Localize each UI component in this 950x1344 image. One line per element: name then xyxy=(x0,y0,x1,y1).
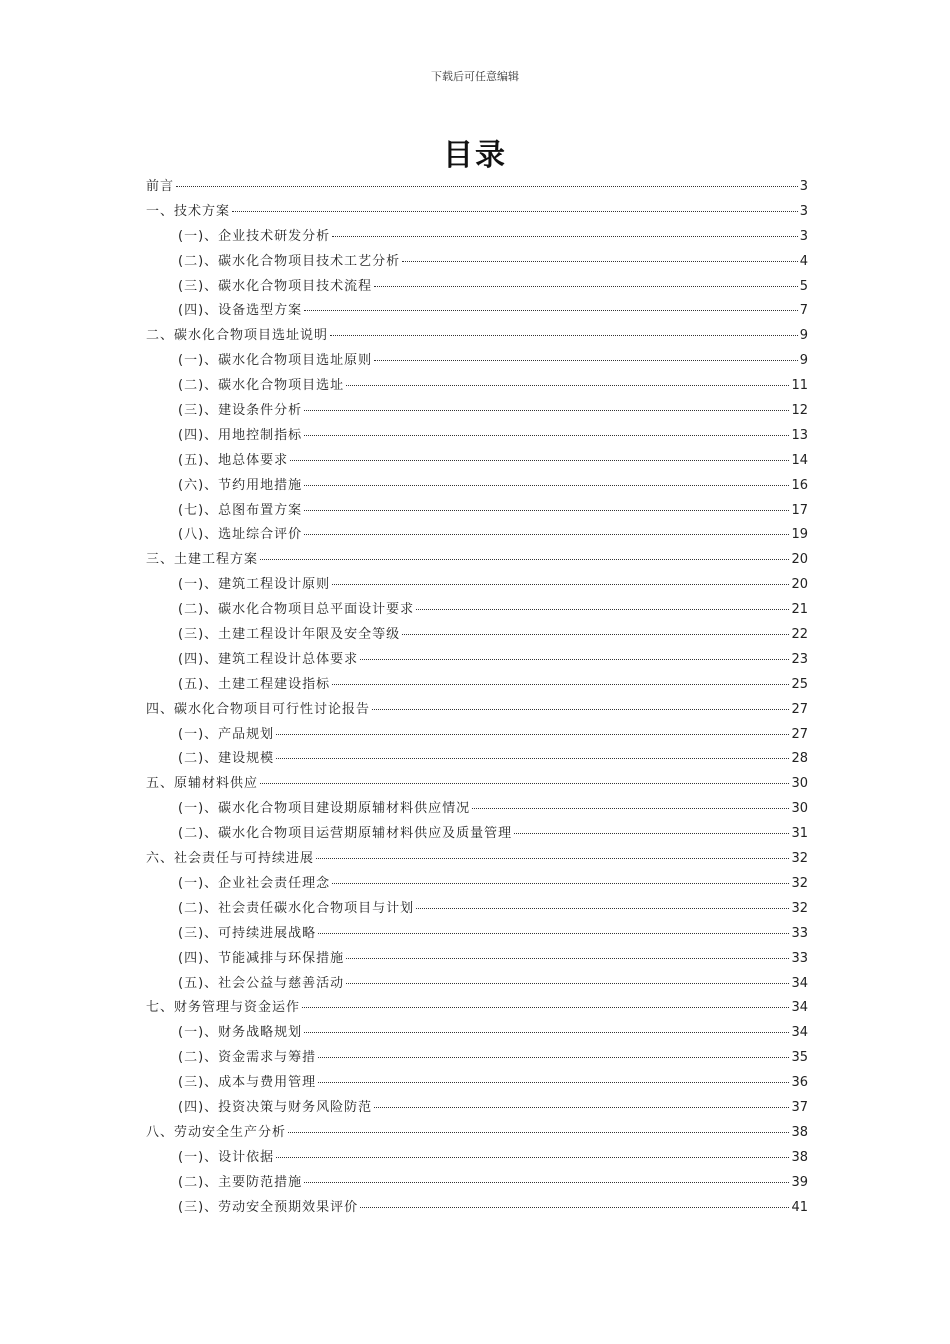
toc-entry-page-number: 19 xyxy=(791,527,808,543)
toc-dot-leader xyxy=(472,807,789,809)
toc-entry[interactable] xyxy=(146,897,808,922)
toc-entry[interactable] xyxy=(146,449,808,474)
toc-entry-page-number: 9 xyxy=(799,328,808,344)
toc-entry-label: (四)、用地控制指标 xyxy=(178,427,303,443)
toc-entry[interactable] xyxy=(146,175,808,200)
toc-entry-label: (三)、土建工程设计年限及安全等级 xyxy=(178,627,401,643)
toc-entry-page-number: 34 xyxy=(791,1000,808,1016)
toc-entry[interactable] xyxy=(146,772,808,797)
toc-entry-label: (二)、碳水化合物项目选址 xyxy=(178,378,345,394)
toc-dot-leader xyxy=(374,359,798,361)
toc-entry-label: (四)、投资决策与财务风险防范 xyxy=(178,1099,373,1115)
toc-dot-leader xyxy=(374,285,798,287)
toc-dot-leader xyxy=(318,1056,789,1058)
toc-entry-page-number: 3 xyxy=(799,203,808,219)
toc-entry-label: (五)、地总体要求 xyxy=(178,452,289,468)
toc-entry-label: (三)、碳水化合物项目技术流程 xyxy=(178,278,373,294)
toc-entry[interactable] xyxy=(146,972,808,997)
toc-entry[interactable] xyxy=(146,200,808,225)
toc-entry-page-number: 38 xyxy=(791,1149,808,1165)
toc-dot-leader xyxy=(288,1131,789,1133)
toc-entry-label: (四)、设备选型方案 xyxy=(178,303,303,319)
toc-entry[interactable] xyxy=(146,573,808,598)
toc-entry[interactable] xyxy=(146,623,808,648)
toc-dot-leader xyxy=(402,633,789,635)
toc-dot-leader xyxy=(302,1006,789,1008)
toc-dot-leader xyxy=(374,1106,789,1108)
toc-entry-page-number: 20 xyxy=(791,552,808,568)
toc-entry-label: (二)、碳水化合物项目技术工艺分析 xyxy=(178,253,401,269)
toc-entry[interactable] xyxy=(146,996,808,1021)
toc-entry-page-number: 32 xyxy=(791,851,808,867)
toc-entry-label: (三)、成本与费用管理 xyxy=(178,1075,317,1091)
toc-entry-label: (一)、财务战略规划 xyxy=(178,1025,303,1041)
toc-entry[interactable] xyxy=(146,872,808,897)
toc-entry[interactable] xyxy=(146,399,808,424)
toc-dot-leader xyxy=(304,1031,789,1033)
toc-entry[interactable] xyxy=(146,648,808,673)
toc-entry[interactable] xyxy=(146,1021,808,1046)
toc-entry[interactable] xyxy=(146,822,808,847)
toc-entry-page-number: 36 xyxy=(791,1075,808,1091)
toc-entry-label: (七)、总图布置方案 xyxy=(178,502,303,518)
toc-entry-label: (一)、碳水化合物项目选址原则 xyxy=(178,353,373,369)
toc-entry-page-number: 9 xyxy=(799,353,808,369)
toc-entry-label: 三、土建工程方案 xyxy=(146,552,259,568)
toc-entry-page-number: 39 xyxy=(791,1174,808,1190)
toc-entry-page-number: 22 xyxy=(791,627,808,643)
toc-entry-page-number: 4 xyxy=(799,253,808,269)
toc-dot-leader xyxy=(276,757,789,759)
toc-entry-page-number: 41 xyxy=(791,1199,808,1215)
toc-dot-leader xyxy=(276,733,789,735)
toc-entry-label: (二)、建设规模 xyxy=(178,751,275,767)
toc-entry-label: (五)、土建工程建设指标 xyxy=(178,676,331,692)
toc-dot-leader xyxy=(276,1156,789,1158)
toc-entry[interactable] xyxy=(146,324,808,349)
toc-dot-leader xyxy=(290,459,789,461)
toc-entry-label: 七、财务管理与资金运作 xyxy=(146,1000,301,1016)
toc-dot-leader xyxy=(304,409,789,411)
toc-entry-label: (五)、社会公益与慈善活动 xyxy=(178,975,345,991)
toc-entry-label: 一、技术方案 xyxy=(146,203,231,219)
toc-entry-page-number: 31 xyxy=(791,826,808,842)
toc-entry-page-number: 27 xyxy=(791,726,808,742)
toc-dot-leader xyxy=(304,484,789,486)
toc-entry-page-number: 21 xyxy=(791,602,808,618)
toc-dot-leader xyxy=(304,309,798,311)
toc-dot-leader xyxy=(332,683,789,685)
toc-entry-label: (一)、企业社会责任理念 xyxy=(178,875,331,891)
toc-entry[interactable] xyxy=(146,1071,808,1096)
toc-entry-label: (一)、企业技术研发分析 xyxy=(178,228,331,244)
toc-entry-page-number: 3 xyxy=(799,228,808,244)
toc-entry[interactable] xyxy=(146,947,808,972)
toc-dot-leader xyxy=(372,708,789,710)
toc-entry-label: (二)、资金需求与筹措 xyxy=(178,1050,317,1066)
toc-entry-page-number: 30 xyxy=(791,776,808,792)
toc-entry-label: (二)、碳水化合物项目总平面设计要求 xyxy=(178,602,415,618)
toc-entry-page-number: 7 xyxy=(799,303,808,319)
toc-dot-leader xyxy=(260,558,789,560)
toc-entry-label: (四)、建筑工程设计总体要求 xyxy=(178,651,359,667)
toc-entry-page-number: 34 xyxy=(791,975,808,991)
toc-entry[interactable] xyxy=(146,374,808,399)
toc-dot-leader xyxy=(316,857,789,859)
toc-dot-leader xyxy=(332,583,789,585)
toc-entry[interactable] xyxy=(146,275,808,300)
toc-dot-leader xyxy=(346,957,789,959)
toc-entry-page-number: 14 xyxy=(791,452,808,468)
toc-entry-label: (一)、碳水化合物项目建设期原辅材料供应情况 xyxy=(178,801,471,817)
toc-entry[interactable] xyxy=(146,424,808,449)
toc-entry-label: (三)、可持续进展战略 xyxy=(178,925,317,941)
toc-entry-label: (一)、建筑工程设计原则 xyxy=(178,577,331,593)
toc-dot-leader xyxy=(416,907,789,909)
toc-entry-page-number: 11 xyxy=(791,378,808,394)
toc-dot-leader xyxy=(304,1181,789,1183)
toc-entry-label: (八)、选址综合评价 xyxy=(178,527,303,543)
toc-entry-page-number: 35 xyxy=(791,1050,808,1066)
toc-entry-label: (二)、碳水化合物项目运营期原辅材料供应及质量管理 xyxy=(178,826,513,842)
toc-entry-page-number: 33 xyxy=(791,950,808,966)
toc-entry-page-number: 25 xyxy=(791,676,808,692)
toc-dot-leader xyxy=(416,608,789,610)
toc-entry[interactable] xyxy=(146,1196,808,1221)
toc-entry-label: (一)、产品规划 xyxy=(178,726,275,742)
toc-entry-label: (四)、节能减排与环保措施 xyxy=(178,950,345,966)
toc-entry-page-number: 37 xyxy=(791,1099,808,1115)
toc-dot-leader xyxy=(514,832,789,834)
toc-entry[interactable] xyxy=(146,673,808,698)
toc-entry[interactable] xyxy=(146,1096,808,1121)
toc-entry[interactable] xyxy=(146,349,808,374)
toc-entry[interactable] xyxy=(146,548,808,573)
toc-dot-leader xyxy=(260,782,789,784)
toc-entry[interactable] xyxy=(146,723,808,748)
toc-entry-label: 六、社会责任与可持续进展 xyxy=(146,851,315,867)
toc-entry-page-number: 17 xyxy=(791,502,808,518)
toc-entry-page-number: 20 xyxy=(791,577,808,593)
toc-dot-leader xyxy=(346,384,789,386)
page-header: 下载后可任意编辑 xyxy=(431,70,519,83)
toc-dot-leader xyxy=(232,210,798,212)
toc-entry-label: (二)、社会责任碳水化合物项目与计划 xyxy=(178,900,415,916)
toc-entry[interactable] xyxy=(146,1171,808,1196)
toc-dot-leader xyxy=(176,185,798,187)
toc-dot-leader xyxy=(318,1081,789,1083)
toc-dot-leader xyxy=(332,235,798,237)
toc-entry-page-number: 30 xyxy=(791,801,808,817)
toc-entry-page-number: 13 xyxy=(791,427,808,443)
toc-entry[interactable] xyxy=(146,922,808,947)
toc-entry-label: (二)、主要防范措施 xyxy=(178,1174,303,1190)
toc-entry[interactable] xyxy=(146,1146,808,1171)
toc-entry-label: (一)、设计依据 xyxy=(178,1149,275,1165)
toc-entry[interactable] xyxy=(146,747,808,772)
toc-entry[interactable] xyxy=(146,1121,808,1146)
toc-entry-page-number: 28 xyxy=(791,751,808,767)
toc-entry-page-number: 33 xyxy=(791,925,808,941)
toc-entry-page-number: 12 xyxy=(791,403,808,419)
toc-entry-label: (三)、建设条件分析 xyxy=(178,403,303,419)
toc-entry-page-number: 32 xyxy=(791,900,808,916)
toc-entry-label: (三)、劳动安全预期效果评价 xyxy=(178,1199,359,1215)
toc-entry-label: 五、原辅材料供应 xyxy=(146,776,259,792)
toc-entry[interactable] xyxy=(146,499,808,524)
toc-dot-leader xyxy=(402,260,798,262)
toc-entry[interactable] xyxy=(146,1046,808,1071)
toc-entry-page-number: 3 xyxy=(799,179,808,194)
toc-entry-page-number: 27 xyxy=(791,701,808,717)
toc-entry-page-number: 16 xyxy=(791,477,808,493)
toc-entry[interactable] xyxy=(146,797,808,822)
toc-dot-leader xyxy=(360,1206,789,1208)
toc-entry-page-number: 34 xyxy=(791,1025,808,1041)
toc-entry-page-number: 38 xyxy=(791,1124,808,1140)
toc-entry[interactable] xyxy=(146,698,808,723)
toc-dot-leader xyxy=(360,658,789,660)
toc-entry-label: (六)、节约用地措施 xyxy=(178,477,303,493)
toc-entry[interactable] xyxy=(146,847,808,872)
toc-entry-page-number: 32 xyxy=(791,875,808,891)
toc-dot-leader xyxy=(346,982,789,984)
toc-entry[interactable] xyxy=(146,474,808,499)
toc-dot-leader xyxy=(304,509,789,511)
toc-dot-leader xyxy=(304,533,789,535)
toc-dot-leader xyxy=(304,434,789,436)
toc-entry-label: 四、碳水化合物项目可行性讨论报告 xyxy=(146,701,371,717)
toc-dot-leader xyxy=(318,932,789,934)
toc-entry[interactable] xyxy=(146,225,808,250)
toc-dot-leader xyxy=(330,334,798,336)
toc-dot-leader xyxy=(332,882,789,884)
toc-entry[interactable] xyxy=(146,523,808,548)
page-title: 目录 xyxy=(443,138,507,173)
toc-entry[interactable] xyxy=(146,250,808,275)
toc-entry[interactable] xyxy=(146,299,808,324)
toc-entry-label: 二、碳水化合物项目选址说明 xyxy=(146,328,329,344)
toc-entry-page-number: 23 xyxy=(791,651,808,667)
toc-entry-page-number: 5 xyxy=(799,278,808,294)
toc-entry-label: 八、劳动安全生产分析 xyxy=(146,1124,287,1140)
table-of-contents xyxy=(146,175,808,1220)
toc-entry[interactable] xyxy=(146,598,808,623)
toc-entry-label: 前言 xyxy=(146,179,175,194)
